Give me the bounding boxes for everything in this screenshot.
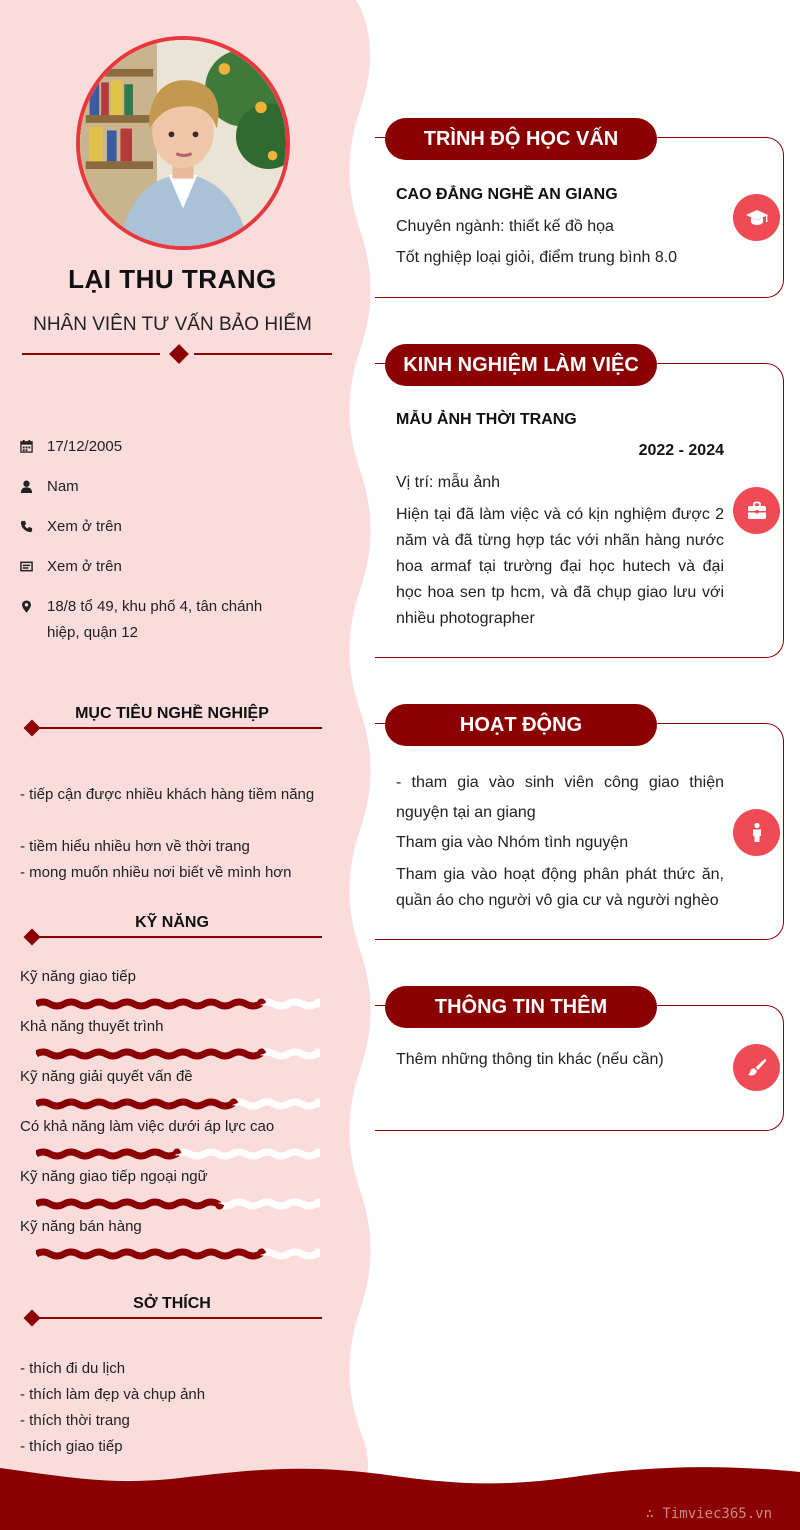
contact-phone (20, 514, 320, 540)
skill-label: Kỹ năng giải quyết vấn đề (20, 1068, 193, 1085)
skill-progress-bar (36, 1148, 320, 1160)
skill-bar-fill (36, 1152, 178, 1156)
extra-text: Thêm những thông tin khác (nếu cần) (396, 1051, 664, 1068)
skill-label: Kỹ năng giao tiếp ngoại ngữ (20, 1168, 208, 1185)
calendar-icon (20, 434, 47, 460)
hobbies-heading: SỞ THÍCH (22, 1295, 322, 1325)
skill-bar-fill (36, 1202, 221, 1206)
objective-text-3: - mong muốn nhiều nơi biết về mình hơn (20, 864, 292, 881)
activities-heading: HOẠT ĐỘNG (385, 704, 657, 746)
briefcase-icon (733, 487, 780, 534)
contact-address (20, 594, 320, 646)
phone-value: Xem ở trên (47, 518, 122, 535)
skill-label: Kỹ năng bán hàng (20, 1218, 142, 1235)
skill-progress-bar (36, 1098, 320, 1110)
education-heading: TRÌNH ĐỘ HỌC VẤN (385, 118, 657, 160)
hobby-item: - thích đi du lịch (20, 1360, 126, 1377)
paint-brush-icon (733, 1044, 780, 1091)
phone-icon (20, 514, 47, 540)
envelope-icon (20, 554, 47, 580)
user-icon (20, 474, 47, 500)
hobby-item: - thích thời trang (20, 1412, 130, 1429)
skill-label: Kỹ năng giao tiếp (20, 968, 136, 985)
experience-period: 2022 - 2024 (638, 442, 724, 459)
activities-item-3: Tham gia vào hoạt động phân phát thức ăn, quần áo cho người vô gia cư và người nghèo (396, 866, 724, 909)
name-divider (22, 344, 332, 364)
education-school: CAO ĐẲNG NGHỀ AN GIANG (396, 186, 618, 203)
job-title: NHÂN VIÊN TƯ VẤN BẢO HIỂM (33, 314, 312, 335)
skill-progress-bar (36, 1048, 320, 1060)
avatar (76, 36, 290, 250)
map-marker-icon (20, 594, 47, 646)
contact-email (20, 554, 320, 580)
skill-bar-fill (36, 1102, 235, 1106)
skill-bar-fill (36, 1052, 263, 1056)
candidate-name: LẠI THU TRANG (68, 264, 277, 294)
person-icon (733, 809, 780, 856)
email-value: Xem ở trên (47, 558, 122, 575)
skill-progress-bar (36, 998, 320, 1010)
skill-label: Khả năng thuyết trình (20, 1018, 164, 1035)
activities-item-1: - tham gia vào sinh viên công giao thiện nguyện tại an giang (396, 774, 724, 821)
hobby-item: - thích giao tiếp (20, 1438, 123, 1455)
birthday-value: 17/12/2005 (47, 438, 123, 455)
skills-heading: KỸ NĂNG (22, 914, 322, 944)
skill-bar-fill (36, 1002, 263, 1006)
address-value: 18/8 tổ 49, khu phố 4, tân chánh hiệp, quận 12 (47, 598, 263, 641)
skill-label: Có khả năng làm việc dưới áp lực cao (20, 1118, 275, 1135)
watermark: ∴ Timviec365.vn (645, 1506, 772, 1522)
extra-heading: THÔNG TIN THÊM (385, 986, 657, 1028)
avatar-photo (80, 40, 286, 246)
graduation-cap-icon (733, 194, 780, 241)
experience-position: Vị trí: mẫu ảnh (396, 474, 501, 491)
objective-heading: MỤC TIÊU NGHỀ NGHIỆP (22, 705, 322, 735)
objective-text-1: - tiếp cận được nhiều khách hàng tiềm năng (20, 786, 315, 803)
skill-bar-fill (36, 1252, 263, 1256)
experience-company: MẪU ẢNH THỜI TRANG (396, 411, 577, 428)
experience-heading: KINH NGHIỆM LÀM VIỆC (385, 344, 657, 386)
experience-description: Hiện tại đã làm việc và có kịn nghiệm được 2 năm và đã từng hợp tác với nhãn hàng nước hoa armaf tại trường đại học hutech và đại học hoa sen tp hcm, và đã chụp giao lưu với nhiều photographer (396, 506, 724, 627)
skill-progress-bar (36, 1248, 320, 1260)
hobby-item: - thích làm đẹp và chụp ảnh (20, 1386, 206, 1403)
activities-item-2: Tham gia vào Nhóm tình nguyện (396, 834, 629, 851)
contact-gender (20, 474, 320, 500)
gender-value: Nam (47, 478, 79, 495)
contact-birthday (20, 434, 320, 460)
skill-progress-bar (36, 1198, 320, 1210)
objective-text-2: - tiềm hiểu nhiều hơn về thời trang (20, 838, 250, 855)
education-major: Chuyên ngành: thiết kế đồ họa (396, 218, 614, 235)
education-result: Tốt nghiệp loại giỏi, điểm trung bình 8.0 (396, 249, 678, 266)
